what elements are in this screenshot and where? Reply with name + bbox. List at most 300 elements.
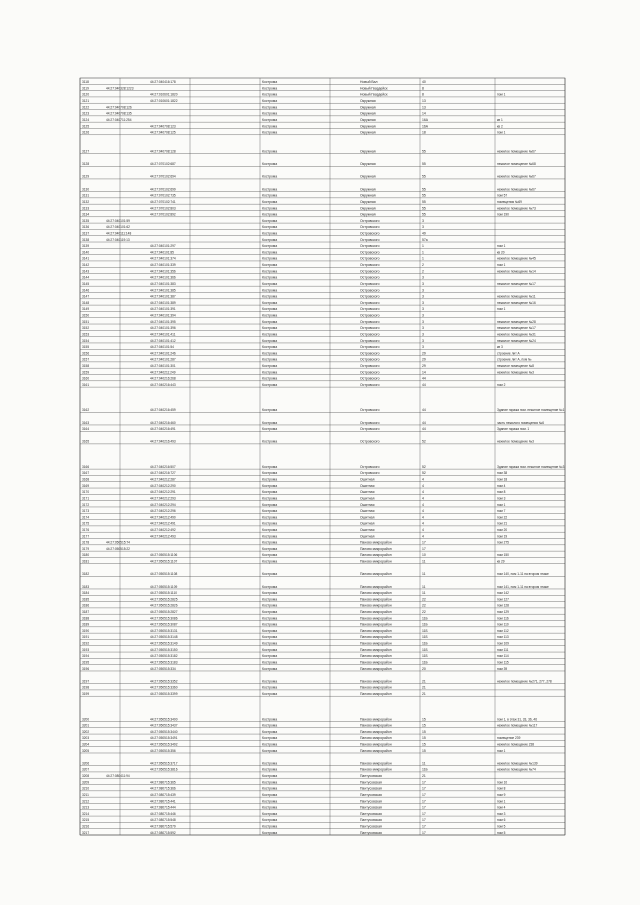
row-number: 3199 <box>82 692 90 697</box>
house-number: 8 <box>422 86 424 91</box>
row-number: 3133 <box>82 206 90 211</box>
city-name: Кострома <box>262 111 278 116</box>
cadastral-number: 44:27:070102:699 <box>150 187 176 192</box>
row-number: 3206 <box>82 761 90 766</box>
street-name: Островского <box>360 332 380 337</box>
cadastral-number: 44:27:040216:491 <box>150 427 176 432</box>
row-number: 3168 <box>82 477 90 482</box>
cadastral-number: 44:27:040101:412 <box>150 338 176 343</box>
city-name: Кострома <box>262 92 278 97</box>
house-number: 11Б <box>422 654 428 659</box>
house-number: 13 <box>422 99 426 104</box>
premises-note: пом 116 <box>497 616 509 621</box>
row-number: 3205 <box>82 748 90 753</box>
city-name: Кострома <box>262 679 278 684</box>
premises-note: пом 113 <box>497 635 509 640</box>
row-number: 3128 <box>82 162 90 167</box>
city-name: Кострома <box>262 591 278 596</box>
premises-note: помещения №69 <box>497 199 522 204</box>
street-name: Паново микрорайон <box>360 654 392 659</box>
cadastral-number: 44:27:040216:268 <box>150 376 176 381</box>
house-number: 3 <box>422 275 424 280</box>
city-name: Кострома <box>262 521 278 526</box>
premises-note: часть нежилого помещения №6 <box>497 420 545 425</box>
premises-note: кв 29 <box>497 559 505 564</box>
house-number: 18 <box>422 130 426 135</box>
city-name: Кострома <box>262 534 278 539</box>
house-number: 29 <box>422 357 426 362</box>
row-number: 3148 <box>82 300 90 305</box>
row-number: 3170 <box>82 490 90 495</box>
street-name: Паново микрорайон <box>360 628 392 633</box>
city-name: Кострома <box>262 86 278 91</box>
street-name: Окружная <box>360 124 376 129</box>
premises-note: Здание гаража пом. нежилое помещение №1 <box>497 408 565 413</box>
house-number: 15 <box>422 723 426 728</box>
row-number: 3161 <box>82 382 90 387</box>
cadastral-number: 44:27:040708:123 <box>150 124 176 129</box>
premises-note: пом 111 <box>497 647 509 652</box>
premises-note: пом 3 <box>497 811 506 816</box>
premises-note: пом 1 <box>497 92 506 97</box>
street-name: Окружная <box>360 130 376 135</box>
city-name: Кострома <box>262 748 278 753</box>
city-name: Кострома <box>262 603 278 608</box>
premises-note: нежилое помещение №73 <box>497 206 536 211</box>
cadastral-number: 44:27:010601:1820 <box>150 92 178 97</box>
premises-note: нежилое помещение №67 <box>497 149 536 154</box>
street-name: Паново микрорайон <box>360 622 392 627</box>
street-name: Ошитная <box>360 483 375 488</box>
row-number: 3156 <box>82 351 90 356</box>
premises-note: нежилое помещение №14 <box>497 269 536 274</box>
premises-note: пом 1 <box>497 263 506 268</box>
house-number: 52 <box>422 439 426 444</box>
cadastral-number: 44:27:080715:592 <box>150 830 176 835</box>
house-number: 11 <box>422 572 426 577</box>
city-name: Кострома <box>262 660 278 665</box>
row-number: 3187 <box>82 610 90 615</box>
house-number: 17 <box>422 811 426 816</box>
house-number: 3 <box>422 225 424 230</box>
house-number: 55 <box>422 193 426 198</box>
city-name: Кострома <box>262 830 278 835</box>
premises-note: пом 150 <box>497 553 509 558</box>
street-name: Островского <box>360 307 380 312</box>
street-name: Окружная <box>360 117 376 122</box>
city-name: Кострома <box>262 666 278 671</box>
premises-note: пом 5 <box>497 830 506 835</box>
cadastral-number: 44:27:040216:459 <box>150 408 176 413</box>
row-number: 3143 <box>82 269 90 274</box>
cadastral-number: 44:27:040101:246 <box>150 351 176 356</box>
street-name: Паново микрорайон <box>360 546 392 551</box>
city-name: Кострома <box>262 338 278 343</box>
cadastral-number: 44:27:040101:54 <box>150 345 174 350</box>
row-number: 3142 <box>82 263 90 268</box>
street-name: Паново микрорайон <box>360 635 392 640</box>
house-number: 16А <box>422 117 429 122</box>
street-name: Ошитная <box>360 502 375 507</box>
row-number: 3150 <box>82 313 90 318</box>
premises-note: пом 6 <box>497 818 506 823</box>
row-number: 3175 <box>82 521 90 526</box>
cadastral-number: 44:27:080715:548 <box>150 818 176 823</box>
house-number: 3 <box>422 307 424 312</box>
premises-note: пом 5 <box>497 824 506 829</box>
row-number: 3210 <box>82 786 90 791</box>
house-number: 10 <box>422 553 426 558</box>
house-number: 29 <box>422 363 426 368</box>
row-number: 3137 <box>82 231 90 236</box>
cadastral-number: 44:27:050515:3182 <box>150 654 178 659</box>
table-grid <box>80 78 565 835</box>
house-number: 4 <box>422 490 424 495</box>
row-number: 3140 <box>82 250 90 255</box>
row-number: 3209 <box>82 780 90 785</box>
city-name: Кострома <box>262 622 278 627</box>
city-name: Кострома <box>262 496 278 501</box>
city-name: Кострома <box>262 553 278 558</box>
cadastral-number: 44:27:040101:339 <box>150 263 176 268</box>
city-name: Кострома <box>262 124 278 129</box>
house-number: 1 <box>422 244 424 249</box>
street-name: Пантусовская <box>360 780 382 785</box>
premises-note: нежилое помещение №16 <box>497 300 536 305</box>
row-number: 3191 <box>82 635 90 640</box>
cadastral-number: 44:27:040211:249 <box>150 370 176 375</box>
row-number: 3153 <box>82 332 90 337</box>
cadastral-number: 44:27:040708:128 <box>150 149 176 154</box>
house-number: 22 <box>422 603 426 608</box>
street-name: Паново микрорайон <box>360 584 392 589</box>
cadastral-number: 44:27:050515:3150 <box>150 647 178 652</box>
city-name: Кострома <box>262 212 278 217</box>
row-number: 3197 <box>82 679 90 684</box>
parcel-number: 44:27:050515:22 <box>106 546 130 551</box>
house-number: 17 <box>422 805 426 810</box>
cadastral-number: 44:27:040212:493 <box>150 534 176 539</box>
cadastral-number: 44:27:040101:385 <box>150 288 176 293</box>
cadastral-number: 44:27:040216:507 <box>150 464 176 469</box>
street-name: Островского <box>360 250 380 255</box>
premises-note: пом 4 <box>497 805 506 810</box>
house-number: 11Б <box>422 628 428 633</box>
premises-note: пом 20 <box>497 528 508 532</box>
city-name: Кострома <box>262 275 278 280</box>
row-number: 3125 <box>82 124 90 129</box>
cadastral-number: 44:27:050515:2826 <box>150 603 178 608</box>
street-name: Ошитная <box>360 496 375 501</box>
city-name: Кострома <box>262 647 278 652</box>
street-name: Островского <box>360 363 380 368</box>
house-number: 11 <box>422 584 426 589</box>
premises-note: нежилое помещение №28 <box>497 319 536 324</box>
cadastral-number: 44:27:040101:374 <box>150 256 176 261</box>
house-number: 17 <box>422 818 426 823</box>
city-name: Кострома <box>262 250 278 255</box>
cadastral-number: 44:27:050515:3086 <box>150 616 178 621</box>
premises-note: строение лит А, пом № <box>497 357 532 362</box>
house-number: 11Б <box>422 641 428 646</box>
cadastral-number: 44:27:040101:301 <box>150 363 176 368</box>
street-name: Паново микрорайон <box>360 685 392 690</box>
cadastral-number: 44:27:070102:687 <box>150 162 176 167</box>
street-name: Ошитная <box>360 490 375 495</box>
house-number: 14 <box>422 370 426 375</box>
city-name: Кострома <box>262 824 278 829</box>
row-number: 3139 <box>82 244 90 249</box>
row-number: 3177 <box>82 534 90 539</box>
city-name: Кострома <box>262 528 278 532</box>
premises-note: Здание гаража пом. нежилое помещение №3 <box>497 464 565 469</box>
cadastral-number: 44:27:070102:741 <box>150 199 176 204</box>
row-number: 3181 <box>82 559 90 564</box>
city-name: Кострома <box>262 174 278 179</box>
cadastral-number: 44:27:040216:460 <box>150 420 176 425</box>
premises-note: пом 10 <box>497 780 508 785</box>
row-number: 3180 <box>82 553 90 558</box>
house-number: 44 <box>422 408 426 413</box>
house-number: 11Б <box>422 767 428 772</box>
cadastral-number: 44:27:080715:365 <box>150 780 176 785</box>
street-name: Пантусовская <box>360 824 382 829</box>
premises-note: нежилое помещение №31 <box>497 332 536 337</box>
street-name: Островского <box>360 376 380 381</box>
house-number: 55 <box>422 206 426 211</box>
cadastral-number: 44:27:070102:694 <box>150 174 176 179</box>
house-number: 21 <box>422 685 426 690</box>
row-number: 3130 <box>82 187 90 192</box>
house-number: 17 <box>422 546 426 551</box>
street-name: Новый Гвардейск <box>360 92 388 97</box>
cadastral-number: 44:27:050515:3717 <box>150 761 178 766</box>
cadastral-number: 44:27:050515:3148 <box>150 635 178 640</box>
row-number: 3129 <box>82 174 90 179</box>
street-name: Паново микрорайон <box>360 717 392 722</box>
cadastral-number: 44:27:050515:2825 <box>150 597 178 602</box>
city-name: Кострома <box>262 811 278 816</box>
street-name: Окружная <box>360 174 376 179</box>
row-number: 3136 <box>82 225 90 230</box>
premises-note: нежилое помещение №45 <box>497 256 536 261</box>
cadastral-number: 44:27:040212:296 <box>150 509 176 514</box>
premises-note: пом 1 <box>497 502 506 507</box>
street-name: Паново микрорайон <box>360 666 392 671</box>
city-name: Кострома <box>262 540 278 545</box>
city-name: Кострома <box>262 149 278 154</box>
row-number: 3208 <box>82 774 90 779</box>
city-name: Кострома <box>262 692 278 697</box>
street-name: Новый Гвардейск <box>360 86 388 91</box>
premises-note: нежилое помещение №3 <box>497 370 534 375</box>
premises-note: пом 8 <box>497 490 506 495</box>
city-name: Кострома <box>262 300 278 305</box>
city-name: Кострома <box>262 244 278 249</box>
premises-note: пом 4 <box>497 483 506 488</box>
street-name: Паново микрорайон <box>360 559 392 564</box>
city-name: Кострома <box>262 742 278 747</box>
row-number: 3186 <box>82 603 90 608</box>
row-number: 3195 <box>82 660 90 665</box>
street-name: Островского <box>360 471 380 476</box>
city-name: Кострома <box>262 218 278 223</box>
city-name: Кострома <box>262 610 278 615</box>
house-number: 11Б <box>422 622 428 627</box>
street-name: Паново микрорайон <box>360 748 392 753</box>
city-name: Кострома <box>262 761 278 766</box>
house-number: 11 <box>422 559 426 564</box>
street-name: Островского <box>360 288 380 293</box>
row-number: 3120 <box>82 92 90 97</box>
city-name: Кострома <box>262 786 278 791</box>
street-name: Паново микрорайон <box>360 603 392 608</box>
parcel-number: 44:27:040111:148 <box>106 231 132 236</box>
house-number: 17 <box>422 792 426 797</box>
row-number: 3172 <box>82 502 90 507</box>
cadastral-number: 44:27:040101:287 <box>150 357 176 362</box>
city-name: Кострома <box>262 774 278 779</box>
house-number: 3 <box>422 319 424 324</box>
cadastral-number: 44:27:040101:356 <box>150 269 176 274</box>
city-name: Кострома <box>262 628 278 633</box>
row-number: 3127 <box>82 149 90 154</box>
cadastral-number: 44:27:040216:493 <box>150 439 176 444</box>
cadastral-number: 44:27:040212:291 <box>150 490 176 495</box>
house-number: 44 <box>422 427 426 432</box>
row-number: 3176 <box>82 528 90 532</box>
house-number: 52 <box>422 464 426 469</box>
row-number: 3201 <box>82 723 90 728</box>
city-name: Кострома <box>262 515 278 520</box>
house-number: 55 <box>422 162 426 167</box>
cadastral-number: 44:27:040216:443 <box>150 382 176 387</box>
city-name: Кострома <box>262 370 278 375</box>
premises-note: пом 18 <box>497 477 508 482</box>
city-name: Кострома <box>262 654 278 659</box>
cadastral-number: 44:27:040212:287 <box>150 477 176 482</box>
cadastral-number: 44:27:040212:492 <box>150 528 176 532</box>
street-name: Островского <box>360 237 380 242</box>
house-number: 22 <box>422 597 426 602</box>
house-number: 17 <box>422 786 426 791</box>
house-number: 3 <box>422 332 424 337</box>
row-number: 3216 <box>82 824 90 829</box>
street-name: Островского <box>360 370 380 375</box>
city-name: Кострома <box>262 237 278 242</box>
premises-note: кв 1 <box>497 117 503 122</box>
premises-note: пом 21 <box>497 521 508 526</box>
city-name: Кострома <box>262 818 278 823</box>
house-number: 2 <box>422 263 424 268</box>
row-number: 3213 <box>82 805 90 810</box>
parcel-number: 44:27:040708:126 <box>106 105 132 110</box>
street-name: Пантусовская <box>360 799 382 804</box>
street-name: Островского <box>360 294 380 299</box>
city-name: Кострома <box>262 307 278 312</box>
row-number: 3134 <box>82 212 90 217</box>
street-name: Островского <box>360 439 380 444</box>
premises-note: пом 140, пом 1-11 на втором этаже <box>497 572 549 577</box>
premises-note: Здание гаража пом. 1 <box>497 427 530 432</box>
premises-note: нежилое помещение №8 <box>497 363 534 368</box>
street-name: Островского <box>360 338 380 343</box>
premises-note: пом 9 <box>497 792 506 797</box>
premises-note: нежилое помещение №24 <box>497 338 536 343</box>
street-name: Островского <box>360 225 380 230</box>
house-number: 15 <box>422 736 426 741</box>
street-name: Окружная <box>360 199 376 204</box>
cadastral-number: 44:27:080715:444 <box>150 805 176 810</box>
street-name: Окружная <box>360 162 376 167</box>
city-name: Кострома <box>262 767 278 772</box>
street-name: Островского <box>360 319 380 324</box>
cadastral-number: 44:27:040101:389 <box>150 300 176 305</box>
cadastral-number: 44:27:050515:1109 <box>150 584 178 589</box>
city-name: Кострома <box>262 117 278 122</box>
premises-note: пом 112 <box>497 628 509 633</box>
house-number: 17 <box>422 780 426 785</box>
city-name: Кострома <box>262 799 278 804</box>
city-name: Кострома <box>262 162 278 167</box>
premises-note: нежилое помещение №68 <box>497 162 536 167</box>
street-name: Паново микрорайон <box>360 540 392 545</box>
street-name: Окружная <box>360 206 376 211</box>
street-name: Паново микрорайон <box>360 692 392 697</box>
street-name: Островского <box>360 326 380 331</box>
row-number: 3123 <box>82 111 90 116</box>
premises-note: пом 141, пом 1-11 на втором этаже <box>497 584 549 589</box>
cadastral-number: 44:27:050515:1106 <box>150 553 178 558</box>
premises-note: пом 142 <box>497 591 509 596</box>
row-number: 3193 <box>82 647 90 652</box>
city-name: Кострома <box>262 717 278 722</box>
premises-note: пом 1 <box>497 799 506 804</box>
city-name: Кострома <box>262 382 278 387</box>
premises-note: нежилое помещение №3 <box>497 439 534 444</box>
row-number: 3217 <box>82 830 90 835</box>
street-name: Островского <box>360 351 380 356</box>
premises-note: пом 3 <box>497 496 506 501</box>
street-name: Островского <box>360 256 380 261</box>
house-number: 52 <box>422 471 426 476</box>
street-name: Паново микрорайон <box>360 761 392 766</box>
cadastral-number: 44:27:070102:735 <box>150 193 176 198</box>
row-number: 3152 <box>82 326 90 331</box>
street-name: Паново микрорайон <box>360 572 392 577</box>
house-number: 11Б <box>422 616 428 621</box>
house-number: 4 <box>422 502 424 507</box>
cadastral-number: 44:27:040101:396 <box>150 326 176 331</box>
premises-note: кв 20 <box>497 250 505 255</box>
premises-note: нежилое помещение 238 <box>497 742 535 747</box>
row-number: 3194 <box>82 654 90 659</box>
row-number: 3167 <box>82 471 90 476</box>
city-name: Кострома <box>262 225 278 230</box>
row-number: 3200 <box>82 717 90 722</box>
city-name: Кострома <box>262 464 278 469</box>
row-number: 3163 <box>82 420 90 425</box>
house-number: 3 <box>422 218 424 223</box>
row-number: 3124 <box>82 117 90 122</box>
row-number: 3158 <box>82 363 90 368</box>
premises-note: пом 1 <box>497 748 506 753</box>
city-name: Кострома <box>262 263 278 268</box>
house-number: 3 <box>422 281 424 286</box>
cadastral-number: 44:27:040101:391 <box>150 307 176 312</box>
city-name: Кострома <box>262 256 278 261</box>
city-name: Кострома <box>262 597 278 602</box>
